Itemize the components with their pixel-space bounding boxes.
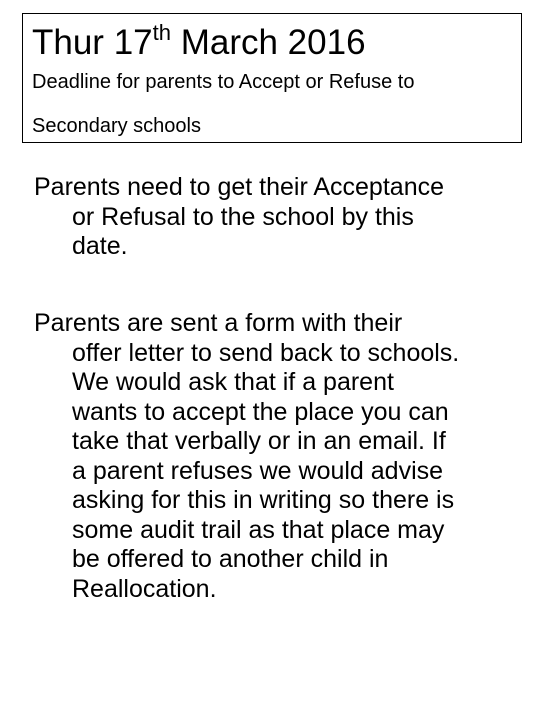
paragraph-line: or Refusal to the school by this <box>72 202 414 231</box>
paragraph-line: be offered to another child in <box>72 545 389 573</box>
title-main: Thur 17 <box>32 23 153 62</box>
paragraph-form-details <box>34 309 524 604</box>
paragraph-acceptance <box>34 173 524 262</box>
paragraph-line: Reallocation. <box>72 574 217 603</box>
paragraph-line: offer letter to send back to schools. <box>72 338 460 367</box>
paragraph-line: Parents need to get their Acceptance <box>34 173 444 201</box>
paragraph-line: Parents are sent a form with their <box>34 309 403 337</box>
paragraph-line: take that verbally or in an email. If <box>72 427 446 455</box>
paragraph-line: asking for this in writing so there is <box>72 486 455 514</box>
title-rest: March 2016 <box>170 23 366 62</box>
subtitle-line-2: Secondary schools <box>32 115 201 137</box>
page-title <box>32 22 366 68</box>
title-superscript: th <box>152 20 171 45</box>
paragraph-line: We would ask that if a parent <box>72 368 394 396</box>
paragraph-line: some audit trail as that place may <box>72 515 445 544</box>
paragraph-line: date. <box>72 232 128 260</box>
paragraph-line: a parent refuses we would advise <box>72 456 444 485</box>
subtitle-line-1: Deadline for parents to Accept or Refuse to <box>32 71 415 93</box>
paragraph-line: wants to accept the place you can <box>72 397 449 426</box>
title-box <box>22 13 522 143</box>
